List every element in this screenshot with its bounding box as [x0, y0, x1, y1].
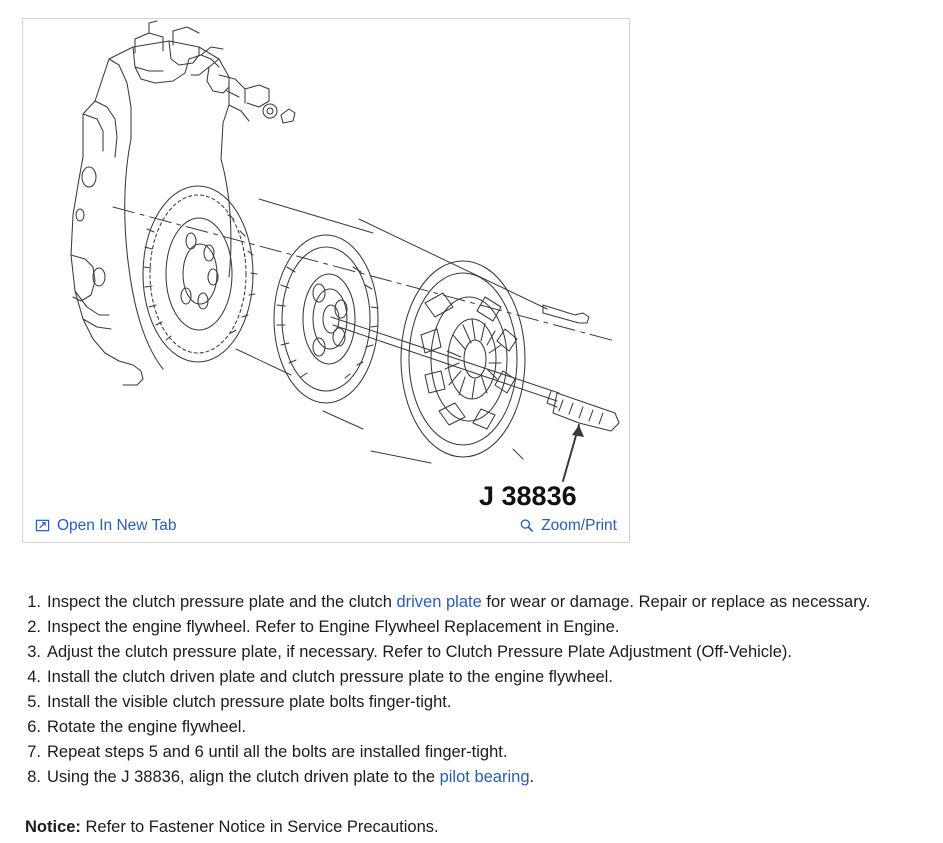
notice-block: [25, 816, 439, 838]
step-text: [47, 765, 925, 790]
figure-image: [23, 19, 629, 509]
step-text: [47, 715, 925, 740]
procedure-steps-list: [25, 590, 925, 790]
step-number: 2.: [27, 618, 41, 636]
step-text-segment: for wear or damage. Repair or replace as necessary.: [481, 593, 871, 611]
procedure-step: [25, 715, 925, 740]
zoom-print-button[interactable]: [519, 518, 617, 534]
procedure-step: [25, 765, 925, 790]
step-number: 8.: [27, 768, 41, 786]
step-text-segment: .: [529, 768, 535, 786]
notice-text: Refer to Fastener Notice in Service Precautions.: [80, 818, 439, 836]
step-text-segment: Using the J 38836, align the clutch driven plate to the: [47, 768, 440, 786]
notice-label: Notice:: [25, 818, 81, 836]
step-text-segment: Repeat steps 5 and 6 until all the bolts are installed finger-tight.: [47, 743, 508, 761]
figure-callout-label: J 38836: [479, 481, 577, 509]
step-text-segment: Adjust the clutch pressure plate, if necessary. Refer to Clutch Pressure Plate Adjustment (Off-Vehicle).: [47, 643, 792, 661]
step-text: [47, 740, 925, 765]
step-text: [47, 615, 925, 640]
procedure-step: [25, 615, 925, 640]
step-text-segment: Rotate the engine flywheel.: [47, 718, 247, 736]
step-number: 7.: [27, 743, 41, 761]
magnifier-icon: [519, 518, 534, 533]
open-in-new-tab-button[interactable]: [35, 518, 176, 534]
step-number: 3.: [27, 643, 41, 661]
procedure-step: [25, 690, 925, 715]
figure-toolbar: [23, 509, 629, 542]
step-number: 6.: [27, 718, 41, 736]
step-text-segment: Inspect the clutch pressure plate and the clutch: [47, 593, 397, 611]
procedure-step: [25, 640, 925, 665]
open-in-new-tab-label: Open In New Tab: [57, 516, 177, 534]
step-text: [47, 690, 925, 715]
inline-link[interactable]: pilot bearing: [439, 768, 530, 786]
zoom-print-label: Zoom/Print: [541, 516, 617, 534]
clutch-assembly-illustration: [23, 19, 629, 509]
figure-panel: [22, 18, 630, 543]
procedure-step: [25, 590, 925, 615]
open-in-new-tab-icon: [35, 518, 50, 533]
step-number: 1.: [27, 593, 41, 611]
step-number: 4.: [27, 668, 41, 686]
procedure-step: [25, 740, 925, 765]
procedure-step: [25, 665, 925, 690]
step-text: [47, 590, 925, 615]
inline-link[interactable]: driven plate: [396, 593, 482, 611]
step-text-segment: Install the visible clutch pressure plate bolts finger-tight.: [47, 693, 452, 711]
step-number: 5.: [27, 693, 41, 711]
step-text: [47, 665, 925, 690]
step-text-segment: Install the clutch driven plate and clutch pressure plate to the engine flywheel.: [47, 668, 613, 686]
step-text-segment: Inspect the engine flywheel. Refer to Engine Flywheel Replacement in Engine.: [47, 618, 620, 636]
step-text: [47, 640, 925, 665]
